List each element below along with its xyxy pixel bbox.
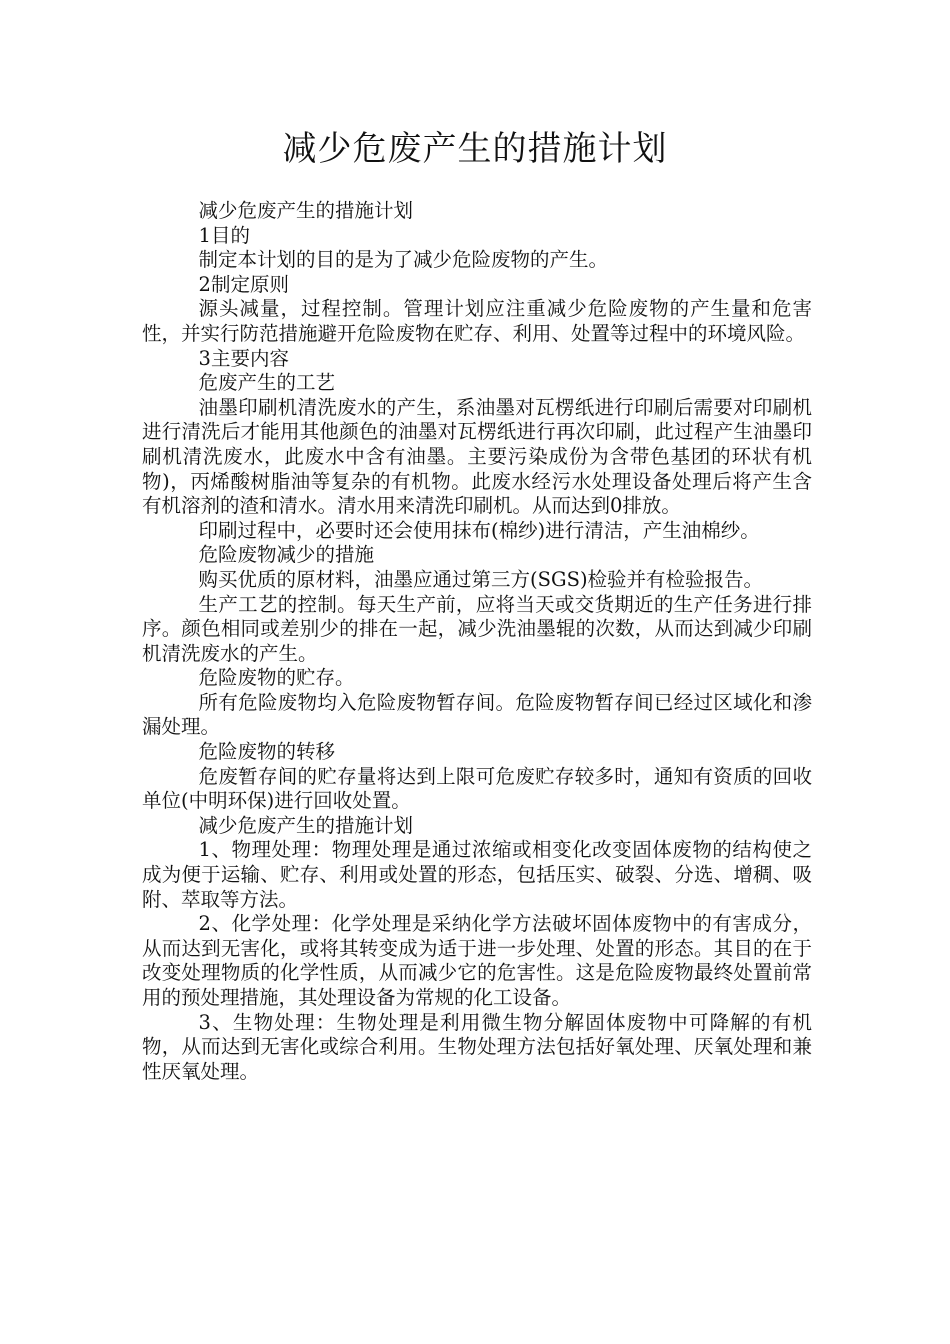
- paragraph: 制定本计划的目的是为了减少危险废物的产生。: [198, 248, 609, 272]
- paragraph: 油墨印刷机清洗废水的产生，系油墨对瓦楞纸进行印刷后需要对印刷机进行清洗后才能用其他颜色的油墨对瓦楞纸进行再次印刷，此过程产生油墨印刷机清洗废水，此废水中含有油墨。主要污染成份为含带色基团的环状有机物)，丙烯酸树脂油等复杂的有机物。此废水经污水处理设备处理后将产生含有机溶剂的渣和清水。清水用来清洗印刷机。从而达到0排放。: [142, 395, 812, 518]
- paragraph: 1、物理处理：物理处理是通过浓缩或相变化改变固体废物的结构使之成为便于运输、贮存、利用或处置的形态，包括压实、破裂、分选、增稠、吸附、萃取等方法。: [142, 838, 812, 911]
- paragraph: 3主要内容: [198, 346, 289, 370]
- paragraph: 2制定原则: [198, 272, 289, 296]
- paragraph: 印刷过程中，必要时还会使用抹布(棉纱)进行清洁，产生油棉纱。: [198, 518, 760, 542]
- paragraph: 减少危废产生的措施计划: [198, 813, 414, 837]
- document-body: [142, 199, 812, 1084]
- paragraph: 危险废物的贮存。: [198, 666, 355, 690]
- paragraph: 购买优质的原材料，油墨应通过第三方(SGS)检验并有检验报告。: [198, 567, 764, 591]
- paragraph: 1目的: [198, 223, 250, 247]
- paragraph: 减少危废产生的措施计划: [198, 199, 414, 222]
- paragraph: 2、化学处理：化学处理是采纳化学方法破坏固体废物中的有害成分，从而达到无害化，或将其转变成为适于进一步处理、处置的形态。其目的在于改变处理物质的化学性质，从而减少它的危害性。这是危险废物最终处置前常用的预处理措施，其处理设备为常规的化工设备。: [142, 912, 812, 1009]
- paragraph: 源头减量，过程控制。管理计划应注重减少危险废物的产生量和危害性，并实行防范措施避开危险废物在贮存、利用、处置等过程中的环境风险。: [142, 297, 812, 345]
- paragraph: 3、生物处理：生物处理是利用微生物分解固体废物中可降解的有机物，从而达到无害化或综合利用。生物处理方法包括好氧处理、厌氧处理和兼性厌氧处理。: [142, 1010, 812, 1083]
- paragraph: 危废暂存间的贮存量将达到上限可危废贮存较多时，通知有资质的回收单位(中明环保)进行回收处置。: [142, 764, 812, 813]
- paragraph: 危废产生的工艺: [198, 371, 336, 395]
- paragraph: 危险废物的转移: [198, 740, 336, 764]
- document-title: 减少危废产生的措施计划: [282, 129, 668, 169]
- paragraph: 生产工艺的控制。每天生产前，应将当天或交货期近的生产任务进行排序。颜色相同或差别少的排在一起，减少洗油墨辊的次数，从而达到减少印刷机清洗废水的产生。: [142, 592, 812, 665]
- paragraph: 危险废物减少的措施: [198, 543, 375, 567]
- paragraph: 所有危险废物均入危险废物暂存间。危险废物暂存间已经过区域化和渗漏处理。: [142, 690, 812, 739]
